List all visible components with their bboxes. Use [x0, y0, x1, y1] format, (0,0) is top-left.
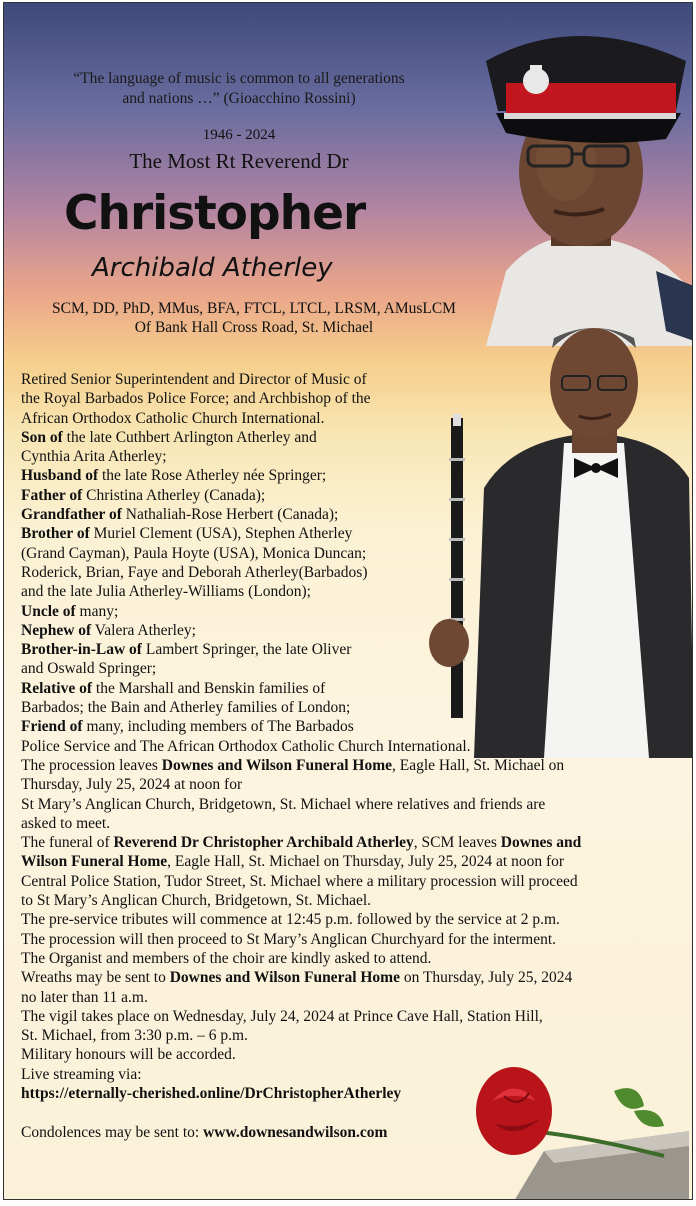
- relation-text: many;: [75, 602, 119, 620]
- body-line: [21, 852, 681, 871]
- body-line: Retired Senior Superintendent and Director of Music of: [21, 371, 367, 388]
- relation-label: Relative of: [21, 679, 93, 697]
- relation-text: Christina Atherley (Canada);: [82, 486, 266, 504]
- body-line: [21, 679, 681, 698]
- body-line: Military honours will be accorded.: [21, 1046, 236, 1064]
- middle-last-name: Archibald Atherley: [92, 253, 333, 283]
- relation-label: Grandfather of: [21, 506, 122, 524]
- text: , Eagle Hall, St. Michael on: [392, 756, 565, 774]
- relation-text: many, including members of The Barbados: [82, 718, 354, 736]
- relation-label: Brother of: [21, 525, 90, 543]
- relation-text: the Marshall and Benskin families of: [92, 679, 326, 697]
- funeral-home: Downes and Wilson Funeral Home: [169, 969, 400, 987]
- funeral-home: Downes and Wilson Funeral Home: [161, 756, 392, 774]
- first-name: Christopher: [64, 186, 366, 241]
- text: , SCM leaves: [413, 834, 501, 852]
- text: on Thursday, July 25, 2024: [399, 969, 573, 987]
- rose-icon: [474, 1061, 689, 1200]
- body-line: Live streaming via:: [21, 1065, 142, 1083]
- body-line: The vigil takes place on Wednesday, July 24, 2024 at Prince Cave Hall, Station Hill,: [21, 1007, 543, 1025]
- relation-text: Lambert Springer, the late Oliver: [141, 641, 352, 659]
- relation-label: Husband of: [21, 467, 99, 485]
- body-line: asked to meet.: [21, 814, 111, 832]
- relation-text: the late Cuthbert Arlington Atherley and: [62, 428, 317, 446]
- credentials: SCM, DD, PhD, MMus, BFA, FTCL, LTCL, LRSM, AMusLCM: [52, 300, 456, 317]
- deceased-name: Reverend Dr Christopher Archibald Atherley: [113, 834, 414, 852]
- funeral-home: Wilson Funeral Home: [21, 853, 168, 871]
- body-line: [21, 466, 681, 485]
- text: The procession leaves: [21, 756, 162, 774]
- body-line: [21, 756, 681, 775]
- body-line: [21, 621, 681, 640]
- body-line: [21, 833, 681, 852]
- relation-text: Valera Atherley;: [91, 621, 196, 639]
- body-line: to St Mary’s Anglican Church, Bridgetown, St. Michael.: [21, 892, 372, 910]
- condolences-link[interactable]: www.downesandwilson.com: [203, 1123, 388, 1141]
- body-line: [21, 717, 681, 736]
- honorific-title: The Most Rt Reverend Dr: [129, 149, 349, 173]
- body-line: St Mary’s Anglican Church, Bridgetown, St. Michael where relatives and friends are: [21, 795, 546, 813]
- funeral-home: Downes and: [500, 834, 582, 852]
- body-line: no later than 11 a.m.: [21, 988, 148, 1006]
- body-line: Cynthia Arita Atherley;: [21, 448, 167, 466]
- body-line: Central Police Station, Tudor Street, St. Michael where a military procession will proceed: [21, 872, 578, 890]
- relation-text: Nathaliah-Rose Herbert (Canada);: [121, 506, 339, 524]
- credentials-block: [18, 299, 490, 337]
- body-line: [21, 602, 681, 621]
- body-line: the Royal Barbados Police Force; and Archbishop of the: [21, 390, 371, 408]
- quote-line: “The language of music is common to all generations: [73, 70, 405, 87]
- body-line: (Grand Cayman), Paula Hoyte (USA), Monica Duncan;: [21, 544, 367, 562]
- body-line: Roderick, Brian, Faye and Deborah Atherley(Barbados): [21, 563, 368, 581]
- body-line: [21, 524, 681, 543]
- quote-line: and nations …” (Gioacchino Rossini): [122, 90, 356, 107]
- text: The funeral of: [21, 834, 114, 852]
- body-line: and the late Julia Atherley-Williams (London);: [21, 583, 311, 601]
- relation-label: Friend of: [21, 718, 83, 736]
- relation-label: Brother-in-Law of: [21, 641, 142, 659]
- body-line: [21, 428, 681, 447]
- relation-label: Nephew of: [21, 621, 92, 639]
- body-line: African Orthodox Catholic Church International.: [21, 409, 325, 427]
- relation-label: Uncle of: [21, 602, 76, 620]
- livestream-link[interactable]: https://eternally-cherished.online/DrChristopherAtherley: [21, 1084, 402, 1102]
- relation-text: the late Rose Atherley née Springer;: [98, 467, 327, 485]
- body-line: [21, 486, 681, 505]
- relation-label: Son of: [21, 428, 63, 446]
- obituary-notice: [3, 2, 693, 1200]
- portrait-police-uniform: [466, 21, 693, 346]
- body-line: The Organist and members of the choir are kindly asked to attend.: [21, 949, 432, 967]
- obituary-body: [21, 370, 681, 1142]
- body-line: The procession will then proceed to St Mary’s Anglican Churchyard for the interment.: [21, 930, 557, 948]
- body-line: [21, 968, 681, 987]
- address: Of Bank Hall Cross Road, St. Michael: [134, 319, 374, 336]
- body-line: The pre-service tributes will commence at 12:45 p.m. followed by the service at 2 p.m.: [21, 911, 560, 929]
- body-line: and Oswald Springer;: [21, 660, 157, 678]
- life-years: 1946 - 2024: [202, 127, 276, 143]
- text: , Eagle Hall, St. Michael on Thursday, July 25, 2024 at noon for: [167, 853, 565, 871]
- body-line: St. Michael, from 3:30 p.m. – 6 p.m.: [21, 1027, 248, 1045]
- body-line: [21, 505, 681, 524]
- body-line: Barbados; the Bain and Atherley families of London;: [21, 699, 351, 717]
- body-line: [21, 640, 681, 659]
- body-line: Thursday, July 25, 2024 at noon for: [21, 776, 243, 794]
- relation-text: Muriel Clement (USA), Stephen Atherley: [89, 525, 353, 543]
- body-line: Police Service and The African Orthodox Catholic Church International.: [21, 737, 471, 755]
- memorial-quote: [24, 69, 454, 109]
- text: Condolences may be sent to:: [21, 1123, 204, 1141]
- text: Wreaths may be sent to: [21, 969, 170, 987]
- relation-label: Father of: [21, 486, 83, 504]
